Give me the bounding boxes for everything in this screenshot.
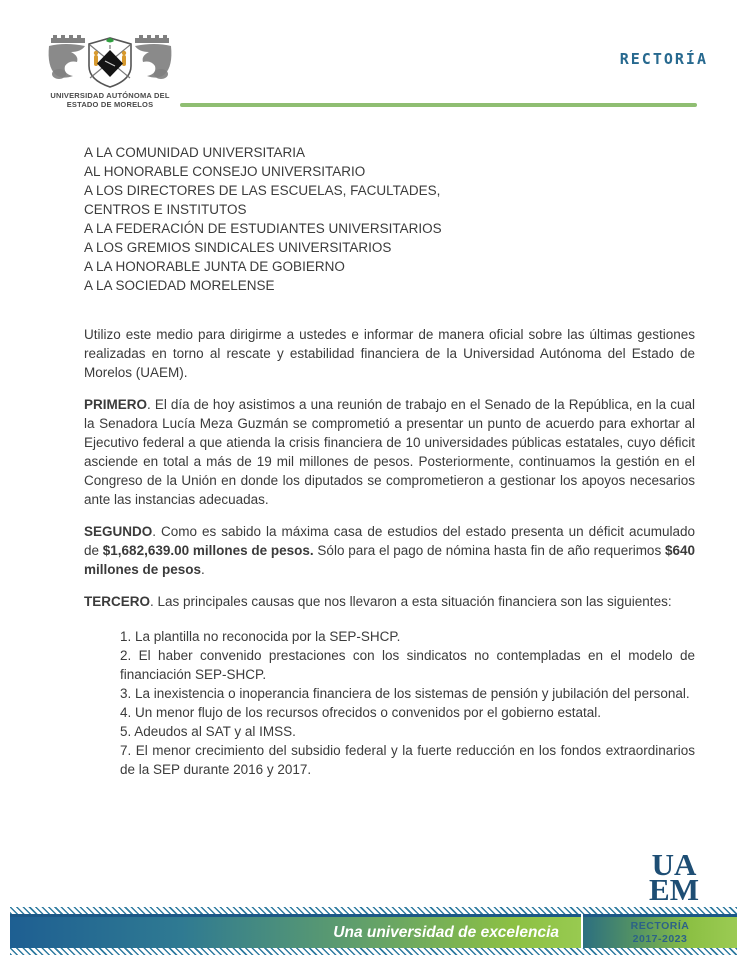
cause-item: 7. El menor crecimiento del subsidio federal y la fuerte reducción en los fondos extraordinarios de la SEP durante 2016 y 2017. [120,743,695,777]
causes-list [120,627,695,779]
footer-rectoria-badge [583,914,737,948]
cause-item: 2. El haber convenido prestaciones con los sindicatos no contempladas en el modelo de financiación SEP-SHCP. [120,648,695,682]
addressee-line: CENTROS E INSTITUTOS [84,202,247,217]
uaem-logo-line2: EM [649,872,699,907]
footer-hatch-bottom [10,948,737,955]
paragraph: PRIMERO. El día de hoy asistimos a una reunión de trabajo en el Senado de la República, en la cual la Senadora Lucía Meza Guzmán se comprometió a presentar un punto de acuerdo para exhortar al Ejecutivo federal a que atienda la crisis financiera de 10 universidades públicas estatales, cuyo déficit asciende en total a más de 19 mil millones de pesos. Posteriormente, continuamos la gestión en el Congreso de la Unión en donde los diputados se comprometieron a gestionar los apoyos necesarios ante las instancias adecuadas. [84,397,695,507]
uaem-footer-logo [645,847,703,907]
paragraph: SEGUNDO. Como es sabido la máxima casa de estudios del estado presenta un déficit acumulado de $1,682,639.00 millones de pesos. Sólo para el pago de nómina hasta fin de año requerimos $640 millones de pesos. [84,524,695,577]
addressee-line: A LA COMUNIDAD UNIVERSITARIA [84,145,306,160]
header-rule [180,103,697,107]
footer-banner [10,914,581,948]
cause-item: 4. Un menor flujo de los recursos ofrecidos o convenidos por el gobierno estatal. [120,705,602,720]
addressee-line: A LA FEDERACIÓN DE ESTUDIANTES UNIVERSITARIOS [84,221,442,236]
crest-caption-line2: ESTADO DE MORELOS [66,100,154,109]
letter-body [84,143,695,779]
cause-item: 3. La inexistencia o inoperancia financiera de los sistemas de pensión y jubilación del personal. [120,686,690,701]
addressee-line: AL HONORABLE CONSEJO UNIVERSITARIO [84,164,366,179]
paragraph: TERCERO. Las principales causas que nos llevaron a esta situación financiera son las siguientes: [84,594,672,609]
addressee-line: A LA SOCIEDAD MORELENSE [84,278,275,293]
addressee-line: A LOS GREMIOS SINDICALES UNIVERSITARIOS [84,240,392,255]
university-crest [35,34,185,109]
footer-rectoria-period: 2017-2023 [632,932,688,945]
footer-rectoria-label: RECTORÍA [630,920,690,932]
paragraph: Utilizo este medio para dirigirme a ustedes e informar de manera oficial sobre las últimas gestiones realizadas en torno al rescate y estabilidad financiera de la Universidad Autónoma del Estado de Morelos (UAEM). [84,327,695,380]
cause-item: 5. Adeudos al SAT y al IMSS. [120,724,296,739]
addressee-block [84,143,695,295]
crest-emblem-icon [45,34,175,90]
paragraphs [84,325,695,611]
uaem-logo-line1: UA [651,847,697,882]
addressee-line: A LOS DIRECTORES DE LAS ESCUELAS, FACULTADES, [84,183,441,198]
crest-caption-line1: UNIVERSIDAD AUTÓNOMA DEL [50,91,170,100]
footer-hatch-top [10,907,737,914]
footer-slogan: Una universidad de excelencia [333,923,559,941]
addressee-line: A LA HONORABLE JUNTA DE GOBIERNO [84,259,345,274]
cause-item: 1. La plantilla no reconocida por la SEP-SHCP. [120,629,401,644]
header-office-title: RECTORÍA [619,50,708,68]
